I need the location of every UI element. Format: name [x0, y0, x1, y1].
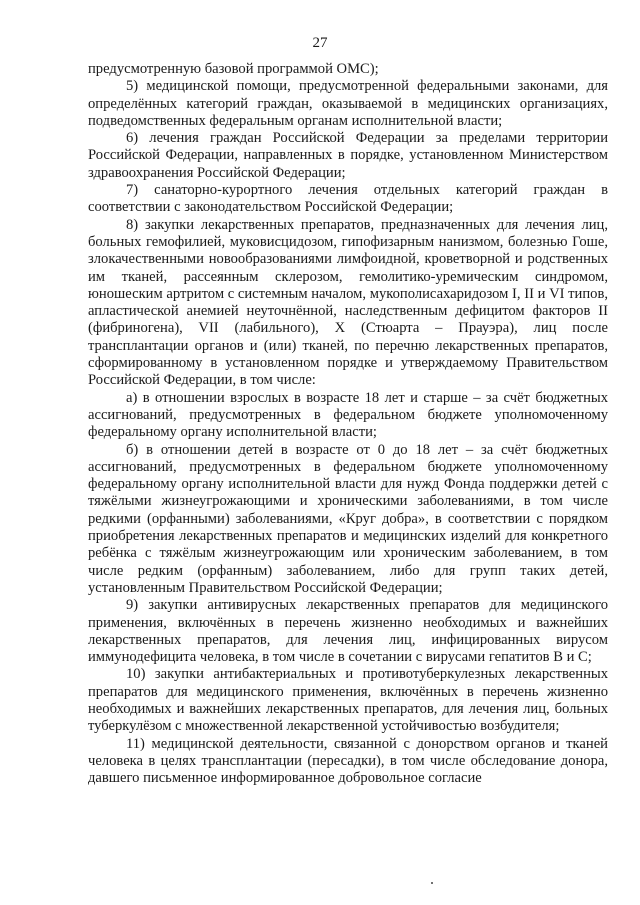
paragraph-6: а) в отношении взрослых в возрасте 18 лет и старше – за счёт бюджетных ассигнований, предусмотренных в федеральном бюджете уполномоченному федеральному органу исполнительной власти; — [88, 389, 608, 441]
paragraph-2: 5) медицинской помощи, предусмотренной федеральными законами, для определённых категорий граждан, оказываемой в медицинских организациях, подведомственных федеральным органам исполнительной власти; — [88, 78, 608, 129]
paragraph-10: 11) медицинской деятельности, связанной с донорством органов и тканей человека в целях трансплантации (пересадки), в том числе обследование донора, давшего письменное информированное добровольное согласие — [88, 735, 608, 787]
page-number: 27 — [312, 35, 328, 51]
paragraph-5: 8) закупки лекарственных препаратов, предназначенных для лечения лиц, больных гемофилией, муковисцидозом, гипофизарным нанизмом, болезнью Гоше, злокачественными новообразованиями лимфоидной, кроветворной и родственных им тканей, рассеянным склерозом, гемолитико-уремическим синдромом, юношеским артритом с системным началом, мукополисахаридозом I, II и VI типов, апластической анемией неуточнённой, наследственным дефицитом факторов II (фибриногена), VII (лабильного), X (Стюарта – Прауэра), лиц после трансплантации органов и (или) тканей, по перечню лекарственных препаратов, сформированному в установленном порядке и утверждаемому Правительством Российской Федерации, в том числе: — [88, 216, 608, 389]
paragraph-1: предусмотренную базовой программой ОМС); — [88, 61, 379, 77]
paragraph-4: 7) санаторно-курортного лечения отдельных категорий граждан в соответствии с законодательством Российской Федерации; — [88, 182, 608, 216]
paragraph-8: 9) закупки антивирусных лекарственных препаратов для медицинского применения, включённых в перечень жизненно необходимых и важнейших лекарственных препаратов, для лечения лиц, инфицированных вирусом иммунодефицита человека, в том числе в сочетании с вирусами гепатитов B и C; — [88, 597, 608, 666]
body-text — [88, 61, 608, 787]
paragraph-9: 10) закупки антибактериальных и противотуберкулезных лекарственных препаратов для медицинского применения, включённых в перечень жизненно необходимых и важнейших лекарственных препаратов, для лечения лиц, больных туберкулёзом с множественной лекарственной устойчивостью возбудителя; — [88, 666, 608, 735]
paragraph-7: б) в отношении детей в возрасте от 0 до 18 лет – за счёт бюджетных ассигнований, предусмотренных в федеральном бюджете уполномоченному федеральному органу исполнительной власти для нужд Фонда поддержки детей с тяжёлыми жизнеугрожающими и хроническими заболеваниями, в том числе редкими (орфанными) заболеваниями, «Круг добра», в соответствии с порядком приобретения лекарственных препаратов и медицинских изделий для конкретного ребёнка с тяжёлым жизнеугрожающим или хроническим заболеванием, в том числе редким (орфанным) заболеванием, либо для групп таких детей, установленным Правительством Российской Федерации; — [88, 441, 608, 596]
paragraph-3: 6) лечения граждан Российской Федерации за пределами территории Российской Федерации, направленных в порядке, установленном Министерством здравоохранения Российской Федерации; — [88, 130, 608, 181]
scan-speck — [431, 882, 433, 884]
